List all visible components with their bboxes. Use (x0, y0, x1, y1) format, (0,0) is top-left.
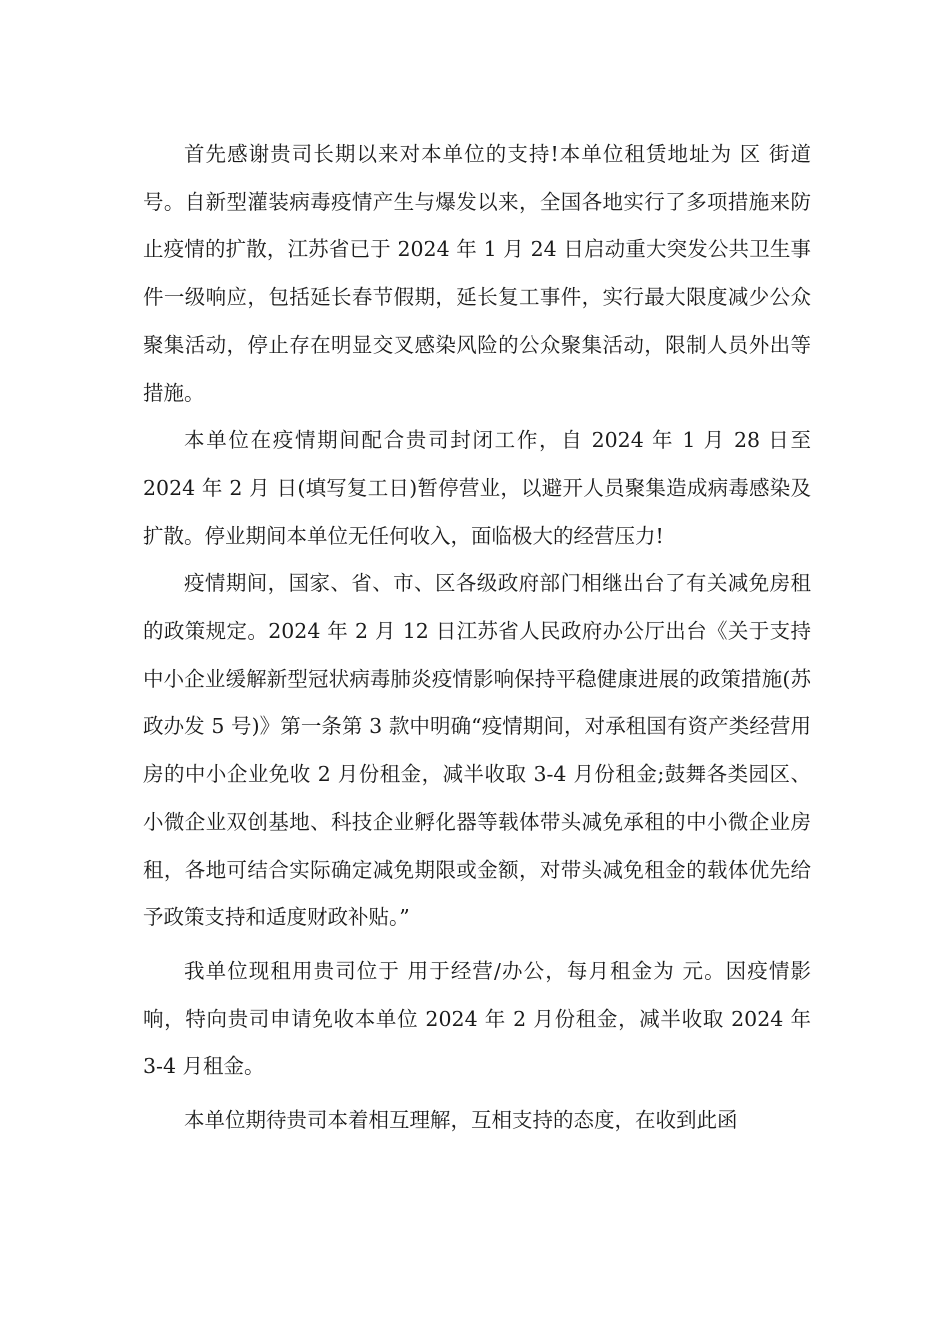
paragraph-policy: 疫情期间，国家、省、市、区各级政府部门相继出台了有关减免房租的政策规定。2024 年 2 月 12 日江苏省人民政府办公厅出台《关于支持中小企业缓解新型冠状病毒肺炎疫情影响保持平稳健康进展的政策措施(苏政办发 5 号)》第一条第 3 款中明确“疫情期间，对承租国有资产类经营用房的中小企业免收 2 月份租金，减半收取 3-4 月份租金;鼓舞各类园区、小微企业双创基地、科技企业孵化器等载体带头减免承租的中小微企业房租，各地可结合实际确定减免期限或金额，对带头减免租金的载体优先给予政策支持和适度财政补贴。” (143, 571, 811, 930)
paragraph-closure: 本单位在疫情期间配合贵司封闭工作，自 2024 年 1 月 28 日至 2024 年 2 月 日(填写复工日)暂停营业，以避开人员聚集造成病毒感染及扩散。停业期间本单位无任何收入，面临极大的经营压力! (143, 428, 811, 548)
paragraph-expectation: 本单位期待贵司本着相互理解，互相支持的态度，在收到此函 (184, 1108, 738, 1133)
document-body (143, 131, 811, 1145)
paragraph-request: 我单位现租用贵司位于 用于经营/办公，每月租金为 元。因疫情影响，特向贵司申请免收本单位 2024 年 2 月份租金，减半收取 2024 年 3-4 月租金。 (143, 958, 811, 1079)
paragraph-opening: 首先感谢贵司长期以来对本单位的支持!本单位租赁地址为 区 街道 号。自新型灌装病毒疫情产生与爆发以来，全国各地实行了多项措施来防止疫情的扩散，江苏省已于 2024 年 1 月 24 日启动重大突发公共卫生事件一级响应，包括延长春节假期，延长复工事件，实行最大限度减少公众聚集活动，停止存在明显交叉感染风险的公众聚集活动，限制人员外出等措施。 (143, 142, 811, 405)
